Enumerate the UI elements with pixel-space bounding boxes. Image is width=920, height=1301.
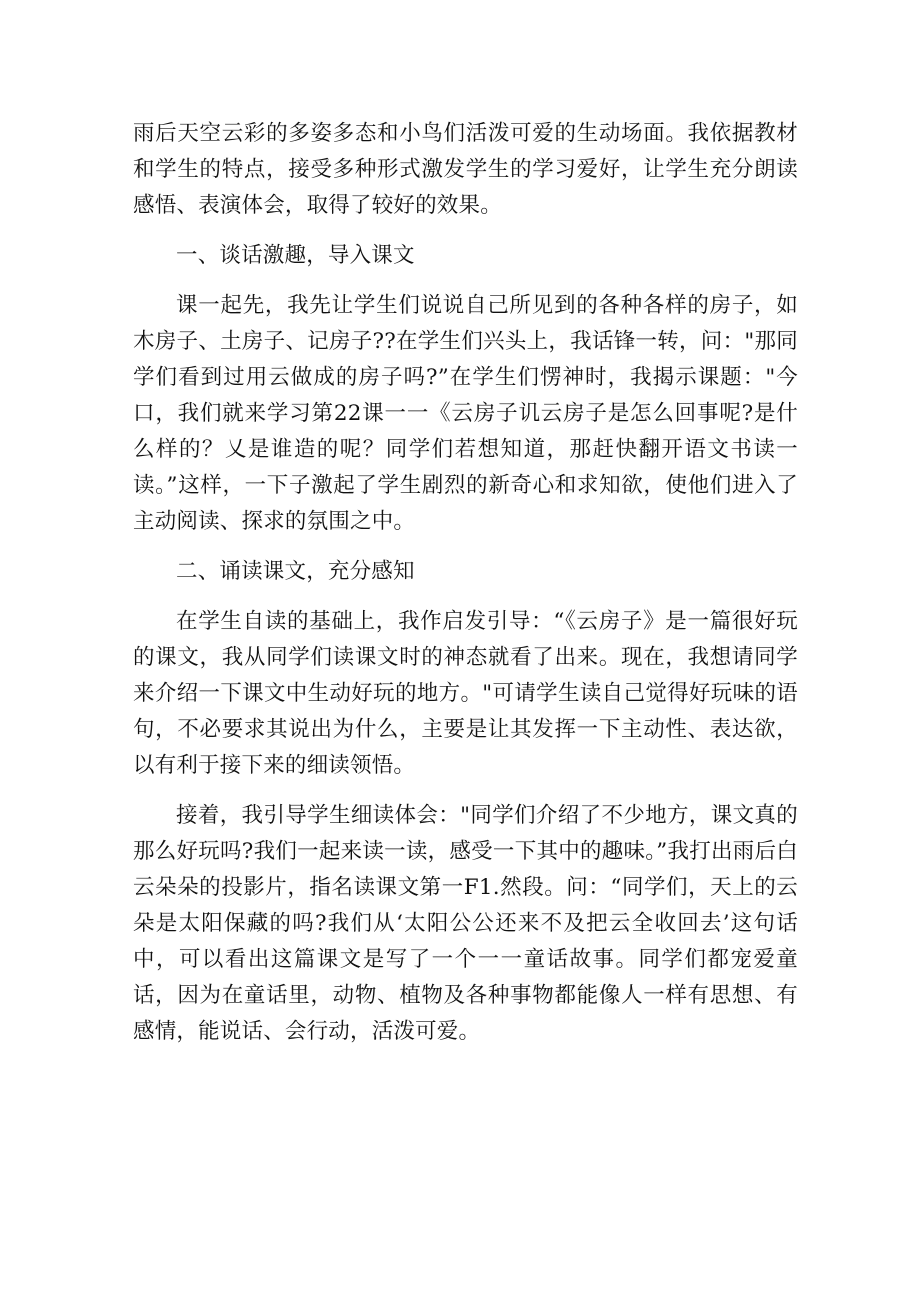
- section-heading-2: 二、诵读课文，充分感知: [176, 559, 415, 584]
- paragraph-1: 课一起先，我先让学生们说说自己所见到的各种各样的房子，如木房子、土房子、记房子??在学生们兴头上，我话锋一转，问："那同学们看到过用云做成的房子吗?”在学生们愣神时，我揭示课题："今口，我们就来学习第22课一一《云房子讥云房子是怎么回事呢?是什么样的？乂是谁造的呢？同学们若想知道，那赶快翻开语文书读一读。”这样，一下子激起了学生剧烈的新奇心和求知欲，使他们进入了主动阅读、探求的氛围之中。: [133, 293, 798, 534]
- document-body: [133, 116, 798, 1050]
- paragraph-3: 接着，我引导学生细读体会："同学们介绍了不少地方，课文真的那么好玩吗?我们一起来读一读，感受一下其中的趣味。”我打出雨后白云朵朵的投影片，指名读课文第一F1.然段。问：“同学们，天上的云朵是太阳保藏的吗?我们从‘太阳公公还来不及把云全收回去’这句话中，可以看出这篇课文是写了一个一一童话故事。同学们都宠爱童话，因为在童话里，动物、植物及各种事物都能像人一样有思想、有感情，能说话、会行动，活泼可爱。: [133, 803, 798, 1044]
- paragraph-intro: 雨后天空云彩的多姿多态和小鸟们活泼可爱的生动场面。我依据教材和学生的特点，接受多种形式激发学生的学习爱好，让学生充分朗读感悟、表演体会，取得了较好的效果。: [133, 121, 798, 218]
- paragraph-2: 在学生自读的基础上，我作启发引导：“《云房子》是一篇很好玩的课文，我从同学们读课文时的神态就看了出来。现在，我想请同学来介绍一下课文中生动好玩的地方。"可请学生读自己觉得好玩味的语句，不必要求其说出为什么，主要是让其发挥一下主动性、表达欲，以有利于接下来的细读领悟。: [133, 609, 798, 778]
- section-heading-1: 一、谈话激趣，导入课文: [176, 243, 415, 268]
